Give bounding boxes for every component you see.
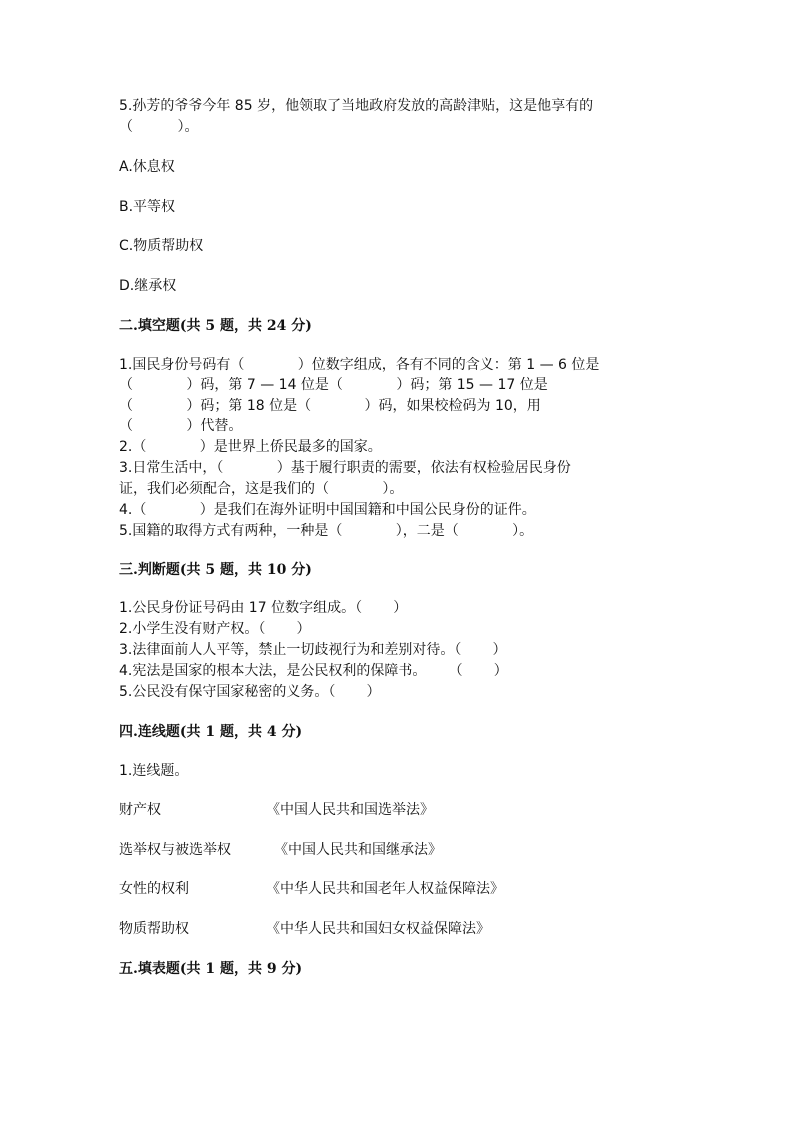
match-left-item: 选举权与被选举权 — [119, 842, 231, 858]
section-4-heading: 四.连线题(共 1 题，共 4 分) — [119, 724, 303, 740]
option-a: A.休息权 — [119, 159, 175, 175]
match-left-item: 女性的权利 — [119, 881, 189, 897]
judge-line: 5.公民没有保守国家秘密的义务。（ ） — [119, 684, 381, 700]
fill-line: 3.日常生活中，（ ）基于履行职责的需要，依法有权检验居民身份 — [119, 460, 571, 476]
fill-line: （ ）码，第 7 — 14 位是（ ）码；第 15 — 17 位是 — [119, 377, 548, 393]
judge-line: 3.法律面前人人平等，禁止一切歧视行为和差别对待。（ ） — [119, 642, 507, 658]
section-5-heading: 五.填表题(共 1 题，共 9 分) — [119, 961, 303, 977]
judge-line: 1.公民身份证号码由 17 位数字组成。（ ） — [119, 600, 408, 616]
option-d: D.继承权 — [119, 278, 177, 294]
fill-line: 证，我们必须配合，这是我们的（ ）。 — [119, 481, 404, 497]
section-3-heading: 三.判断题(共 5 题，共 10 分) — [119, 562, 312, 578]
fill-line: （ ）代替。 — [119, 418, 243, 434]
option-c: C.物质帮助权 — [119, 238, 204, 254]
match-question: 1.连线题。 — [119, 763, 189, 779]
judge-line: 2.小学生没有财产权。（ ） — [119, 621, 311, 637]
match-left-item: 物质帮助权 — [119, 921, 189, 937]
fill-line: 5.国籍的取得方式有两种，一种是（ ），二是（ ）。 — [119, 523, 534, 539]
section-2-heading: 二.填空题(共 5 题，共 24 分) — [119, 318, 312, 334]
question-5-line-2: （ ）。 — [119, 119, 199, 135]
question-5-line-1: 5.孙芳的爷爷今年 85 岁，他领取了当地政府发放的高龄津贴，这是他享有的 — [119, 98, 594, 114]
match-right-item: 《中华人民共和国妇女权益保障法》 — [266, 921, 490, 937]
match-right-item: 《中华人民共和国老年人权益保障法》 — [266, 881, 504, 897]
fill-line: 2.（ ）是世界上侨民最多的国家。 — [119, 439, 382, 455]
fill-line: 4.（ ）是我们在海外证明中国国籍和中国公民身份的证件。 — [119, 502, 536, 518]
match-right-item: 《中国人民共和国选举法》 — [266, 802, 434, 818]
judge-line: 4.宪法是国家的根本大法，是公民权利的保障书。 （ ） — [119, 663, 508, 679]
match-left-item: 财产权 — [119, 802, 161, 818]
fill-line: （ ）码；第 18 位是（ ）码，如果校检码为 10，用 — [119, 398, 541, 414]
match-right-item: 《中国人民共和国继承法》 — [274, 842, 442, 858]
option-b: B.平等权 — [119, 199, 176, 215]
fill-line: 1.国民身份号码有（ ）位数字组成，各有不同的含义：第 1 — 6 位是 — [119, 357, 600, 373]
